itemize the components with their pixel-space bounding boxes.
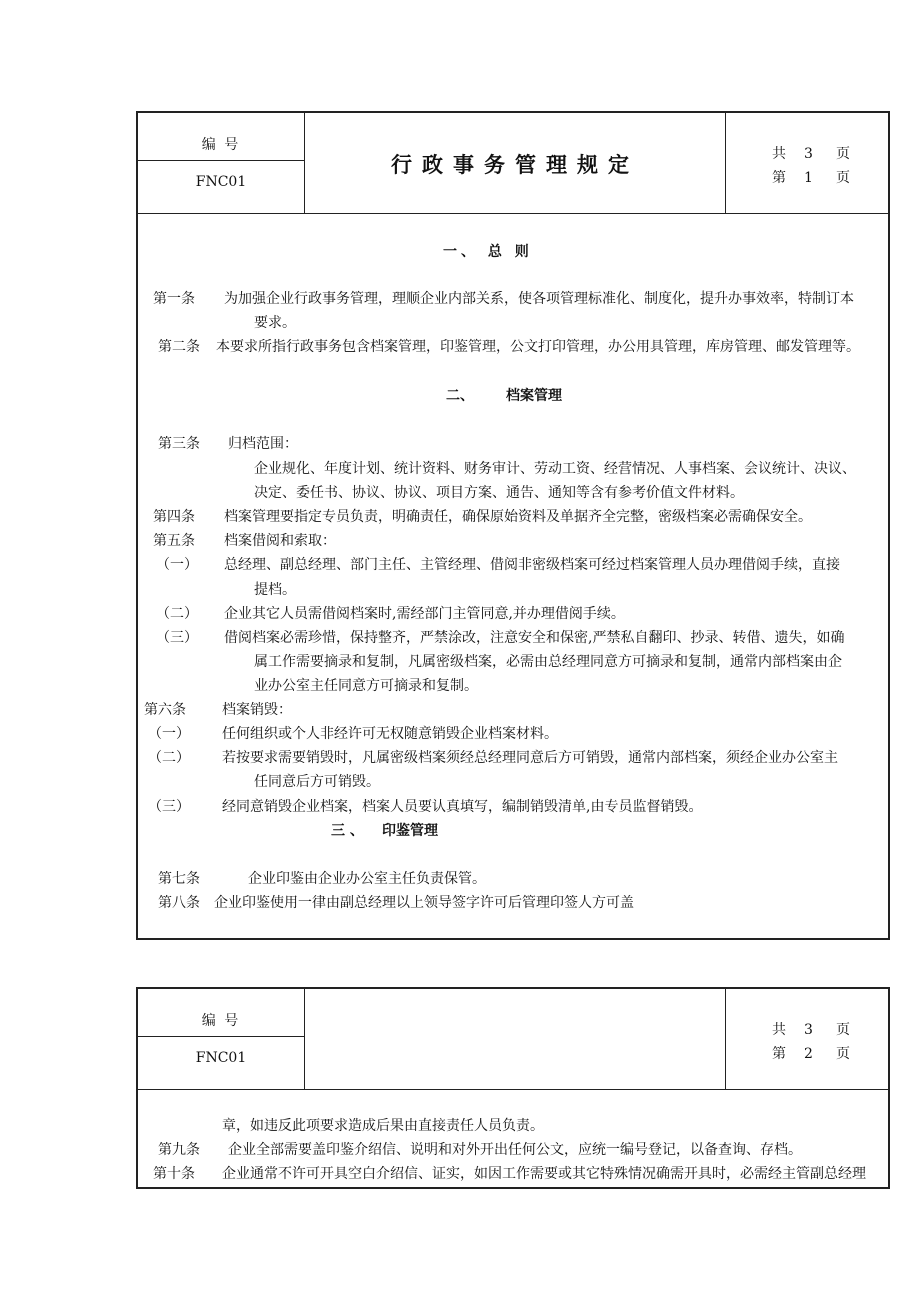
paragraph-line: 档案借阅和索取： [224,533,336,549]
paragraph-line: 借阅档案必需珍惜，保持整齐，严禁涂改，注意安全和保密,严禁私自翻印、抄录、转借、遗失，如确 [224,630,845,646]
document-page-1 [136,111,890,940]
section-heading: 一、 总 则 [443,244,533,260]
paragraph-line: 归档范围： [228,436,298,452]
doc-number-cell [138,989,305,1089]
page-header [138,989,888,1090]
section-heading: 印鉴管理 [382,823,438,839]
section-number: 二、 [446,388,474,404]
page-number: 1 [804,170,813,186]
paragraph-line: 企业印鉴由企业办公室主任负责保管。 [248,871,486,887]
paragraph-line: 企业其它人员需借阅档案时,需经部门主管同意,并办理借阅手续。 [224,606,625,622]
page-count-cell [727,989,888,1089]
doc-title: 行政事务管理规定 [305,113,726,213]
article-label: 第十条 [153,1166,195,1182]
article-label: 第一条 [153,291,195,307]
paragraph-line: 任同意后方可销毁。 [254,774,380,790]
item-label: （一） [148,726,190,742]
page-header [138,113,888,214]
article-label: 第八条 [158,895,200,911]
doc-number-label: 编 号 [138,113,304,161]
paragraph-line: 档案管理要指定专员负责，明确责任，确保原始资料及单据齐全完整，密级档案必需确保安全。 [224,509,812,525]
item-label: （一） [156,557,198,573]
section-number: 三 、 [331,823,364,839]
article-label: 第二条 [158,339,200,355]
paragraph-line: 业办公室主任同意方可摘录和复制。 [254,678,478,694]
total-pages: 3 [804,1022,813,1038]
doc-number-value: FNC01 [195,174,247,190]
paragraph-line: 属工作需要摘录和复制，凡属密级档案，必需由总经理同意方可摘录和复制，通常内部档案由企 [254,654,842,670]
article-label: 第六条 [144,702,186,718]
article-label: 第四条 [153,509,195,525]
current-page-line [772,167,882,187]
doc-number-value: FNC01 [195,1050,247,1066]
item-label: （三） [156,630,198,646]
doc-title-empty [305,989,726,1089]
total-label-a: 共 [772,146,786,162]
doc-number-label: 编 号 [138,989,304,1037]
paragraph-line: 企业全部需要盖印鉴介绍信、说明和对外开出任何公文，应统一编号登记，以备查询、存档。 [228,1142,802,1158]
page-label-a: 第 [772,170,786,186]
current-page-line [772,1043,882,1063]
paragraph-line: 章，如违反此项要求造成后果由直接责任人员负责。 [222,1118,544,1134]
page-count-cell [727,113,888,213]
paragraph-line: 总经理、副总经理、部门主任、主管经理、借阅非密级档案可经过档案管理人员办理借阅手续，直接 [224,557,840,573]
item-label: （三） [148,799,190,815]
paragraph-line: 为加强企业行政事务管理，理顺企业内部关系，使各项管理标准化、制度化，提升办事效率，特制订本 [224,291,854,307]
article-label: 第七条 [158,871,200,887]
total-label-b: 页 [836,1022,850,1038]
paragraph-line: 经同意销毁企业档案，档案人员要认真填写，编制销毁清单,由专员监督销毁。 [222,799,703,815]
paragraph-line: 要求。 [254,315,296,331]
paragraph-line: 企业印鉴使用一律由副总经理以上领导签字许可后管理印签人方可盖 [214,895,634,911]
paragraph-line: 本要求所指行政事务包含档案管理，印鉴管理，公文打印管理，办公用具管理，库房管理、邮发管理等。 [216,339,860,355]
total-label-a: 共 [772,1022,786,1038]
article-label: 第九条 [158,1142,200,1158]
paragraph-line: 提档。 [254,582,296,598]
document-page-2 [136,987,890,1189]
item-label: （二） [156,606,198,622]
page-label-b: 页 [836,170,850,186]
page-label-a: 第 [772,1046,786,1062]
article-label: 第五条 [153,533,195,549]
total-label-b: 页 [836,146,850,162]
paragraph-line: 任何组织或个人非经许可无权随意销毁企业档案材料。 [222,726,558,742]
page-number: 2 [804,1046,813,1062]
paragraph-line: 企业通常不许可开具空白介绍信、证实，如因工作需要或其它特殊情况确需开具时，必需经主管副总经理 [222,1166,866,1182]
item-label: （二） [148,750,190,766]
paragraph-line: 若按要求需要销毁时，凡属密级档案须经总经理同意后方可销毁，通常内部档案，须经企业办公室主 [222,750,838,766]
article-label: 第三条 [158,436,200,452]
section-heading: 档案管理 [506,388,562,404]
total-pages-line [772,1019,882,1039]
paragraph-line: 企业规化、年度计划、统计资料、财务审计、劳动工资、经营情况、人事档案、会议统计、决议、 [254,461,856,477]
paragraph-line: 档案销毁： [222,702,292,718]
total-pages: 3 [804,146,813,162]
page-label-b: 页 [836,1046,850,1062]
doc-number-cell [138,113,305,213]
total-pages-line [772,143,882,163]
paragraph-line: 决定、委任书、协议、协议、项目方案、通告、通知等含有参考价值文件材料。 [254,485,744,501]
